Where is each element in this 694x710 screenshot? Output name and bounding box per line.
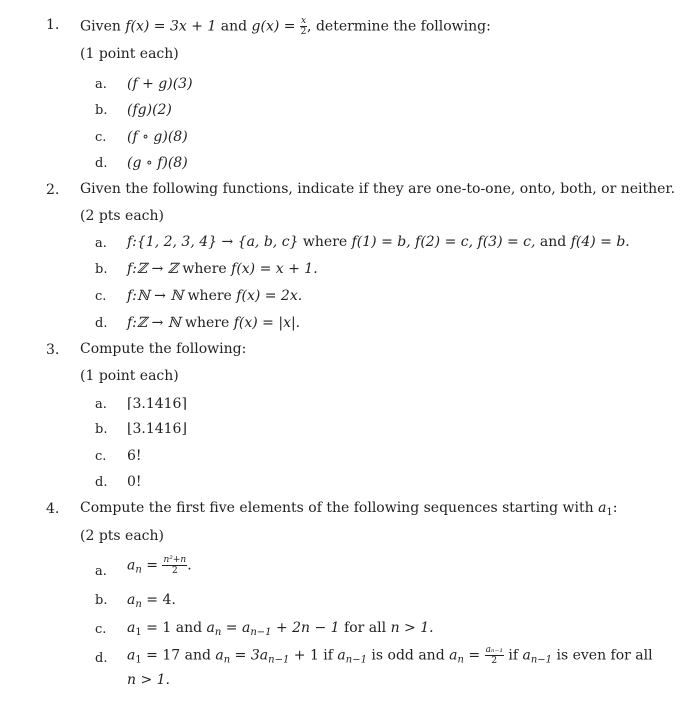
problem-2-prompt: Given the following functions, indicate if they are one-to-one, onto, both, or neither. — [80, 181, 676, 197]
problem-2-item-c-letter: c. — [95, 289, 107, 304]
problem-3-item-b: ⌊3.1416⌋ — [127, 421, 187, 437]
problem-1-points: (1 point each) — [80, 46, 179, 62]
problem-4-item-b: $a_n = 4$. — [127, 592, 176, 610]
problem-3-item-c-letter: c. — [95, 449, 107, 464]
problem-2-points: (2 pts each) — [80, 208, 164, 224]
problem-1-item-b-letter: b. — [95, 103, 108, 118]
problem-3-item-d-letter: d. — [95, 475, 108, 490]
problem-3-item-a-letter: a. — [95, 397, 107, 412]
problem-3-item-a: ⌈3.1416⌉ — [127, 396, 187, 412]
problem-4-item-d-letter: d. — [95, 651, 108, 666]
problem-1-item-c-letter: c. — [95, 130, 107, 145]
problem-1-item-b: (fg)(2) — [127, 102, 172, 118]
problem-3-item-b-letter: b. — [95, 422, 108, 437]
problem-2-item-d-letter: d. — [95, 316, 108, 331]
problem-1-item-d: (g ∘ f)(8) — [127, 155, 188, 171]
problem-1-prompt: Given f(x) = 3x + 1 and g(x) = $\frac{x}{2}$ , determine the following: — [80, 16, 491, 37]
problem-4-number: 4. — [46, 501, 60, 517]
problem-2-number: 2. — [46, 182, 60, 198]
problem-4-item-a-letter: a. — [95, 564, 107, 579]
problem-2-item-d: f:ℤ → ℕ where f(x) = |x|. — [127, 315, 301, 331]
problem-3-points: (1 point each) — [80, 368, 179, 384]
problem-1-number: 1. — [46, 17, 60, 33]
problem-4-item-d: $a_1 = 17$ and $a_n = 3a_{n-1} + 1$ if $a_{n-1}$ is odd and $a_n$ = $\frac{\text{aₙ₋₁}}{2}$ if $a_{n-1}$ is even for all — [127, 645, 653, 666]
problem-4-item-b-letter: b. — [95, 593, 108, 608]
problem-3-number: 3. — [46, 342, 60, 358]
problem-4-item-c-letter: c. — [95, 622, 107, 637]
problem-3-item-d: 0! — [127, 474, 142, 490]
problem-4-item-a: $a_n$ = $\frac{\text{n²+n}}{2}$ . — [127, 555, 192, 576]
problem-3-item-c: 6! — [127, 448, 142, 464]
problem-4-item-d-continuation: n > 1. — [127, 672, 171, 688]
problem-4-item-c: $a_1 = 1$ and $a_n = a_{n-1} + 2n - 1$ for all n > 1. — [127, 620, 434, 638]
problem-3-prompt: Compute the following: — [80, 341, 247, 357]
problem-2-item-a: f:{1, 2, 3, 4} → {a, b, c} where f(1) = b, f(2) = c, f(3) = c, and f(4) = b. — [127, 234, 630, 250]
problem-2-item-b: f:ℤ → ℤ where f(x) = x + 1. — [127, 261, 318, 277]
problem-2-item-c: f:ℕ → ℕ where f(x) = 2x. — [127, 288, 303, 304]
problem-1-item-a: (f + g)(3) — [127, 76, 193, 92]
problem-4-prompt: Compute the first five elements of the following sequences starting with $a_1$: — [80, 500, 618, 518]
problem-2-item-b-letter: b. — [95, 262, 108, 277]
problem-2-item-a-letter: a. — [95, 236, 107, 251]
problem-4-points: (2 pts each) — [80, 528, 164, 544]
problem-1-item-d-letter: d. — [95, 156, 108, 171]
problem-1-item-c: (f ∘ g)(8) — [127, 129, 188, 145]
problem-1-item-a-letter: a. — [95, 77, 107, 92]
